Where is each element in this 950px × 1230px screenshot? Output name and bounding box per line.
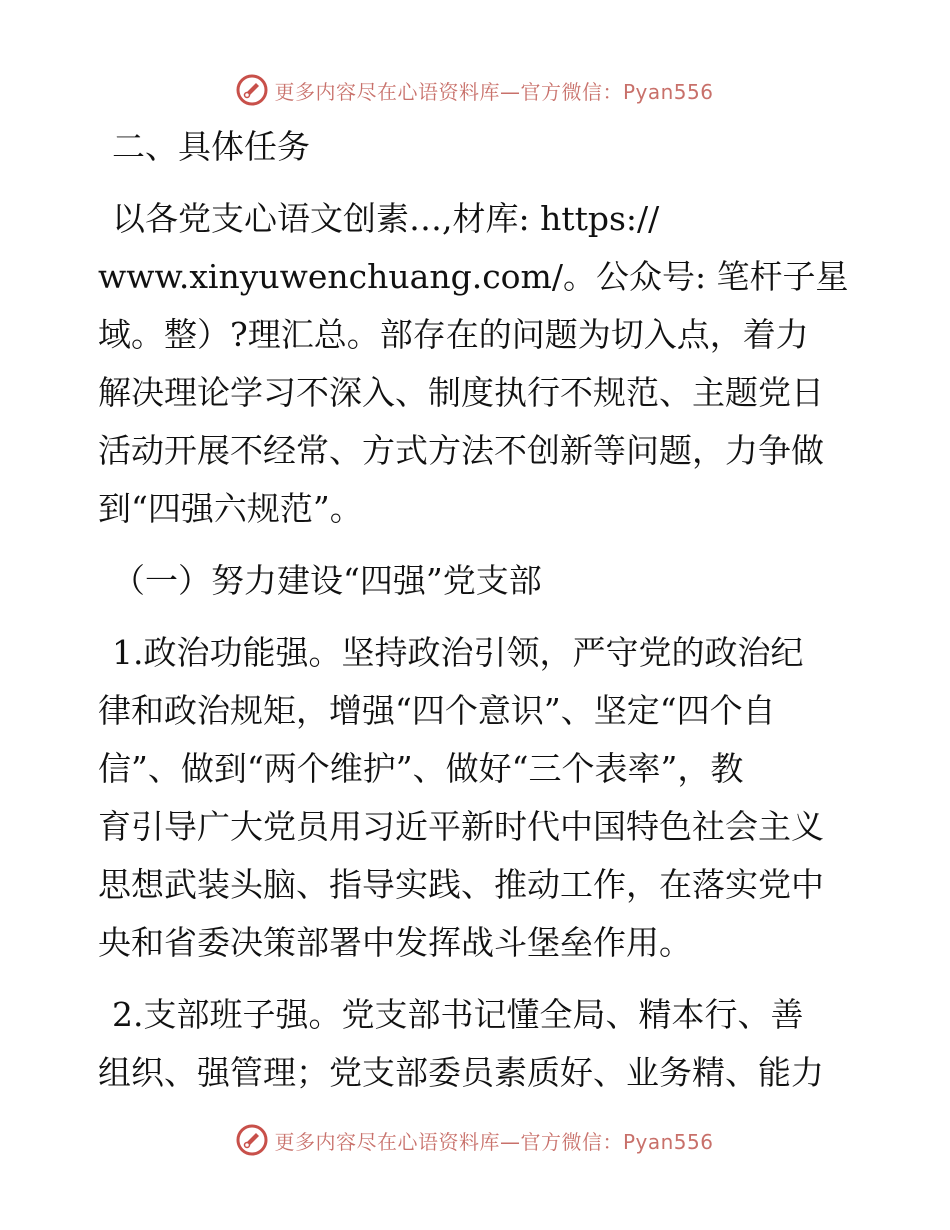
paragraph-line: www.xinyuwenchuang.com/。公众号: 笔杆子星 — [98, 257, 849, 296]
paragraph-line: 活动开展不经常、方式方法不创新等问题，力争做 — [98, 431, 824, 470]
paragraph-line: 2.支部班子强。党支部书记懂全局、精本行、善 — [112, 995, 804, 1034]
paragraph-line: 育引导广大党员用习近平新时代中国特色社会主义 — [98, 807, 824, 846]
watermark-text: 更多内容尽在心语资料库—官方微信：Pyan556 — [274, 79, 714, 104]
paragraph-line: 解决理论学习不深入、制度执行不规范、主题党日 — [98, 373, 824, 412]
seal-logo-icon — [236, 1124, 268, 1156]
subsection-heading: （一）努力建设“四强”党支部 — [112, 561, 542, 600]
paragraph-line: 央和省委决策部署中发挥战斗堡垒作用。 — [98, 923, 692, 962]
watermark-footer — [0, 1120, 950, 1160]
paragraph-line: 律和政治规矩，增强“四个意识”、坚定“四个自 — [98, 691, 776, 730]
paragraph-line: 信”、做到“两个维护”、做好“三个表率”，教 — [98, 749, 744, 788]
paragraph-line: 组织、强管理；党支部委员素质好、业务精、能力 — [98, 1053, 824, 1092]
paragraph-line: 域。整）?理汇总。部存在的问题为切入点，着力 — [98, 315, 809, 354]
seal-logo-icon — [236, 74, 268, 106]
paragraph-line: 以各党支心语文创素…,材库: https:// — [112, 199, 660, 238]
paragraph-line: 到“四强六规范”。 — [98, 489, 363, 528]
watermark-header — [0, 70, 950, 110]
section-heading: 二、具体任务 — [112, 127, 310, 166]
watermark-text: 更多内容尽在心语资料库—官方微信：Pyan556 — [274, 1129, 714, 1154]
paragraph-line: 1.政治功能强。坚持政治引领，严守党的政治纪 — [112, 633, 804, 672]
document-body — [98, 118, 858, 1102]
paragraph-line: 思想武装头脑、指导实践、推动工作，在落实党中 — [98, 865, 824, 904]
